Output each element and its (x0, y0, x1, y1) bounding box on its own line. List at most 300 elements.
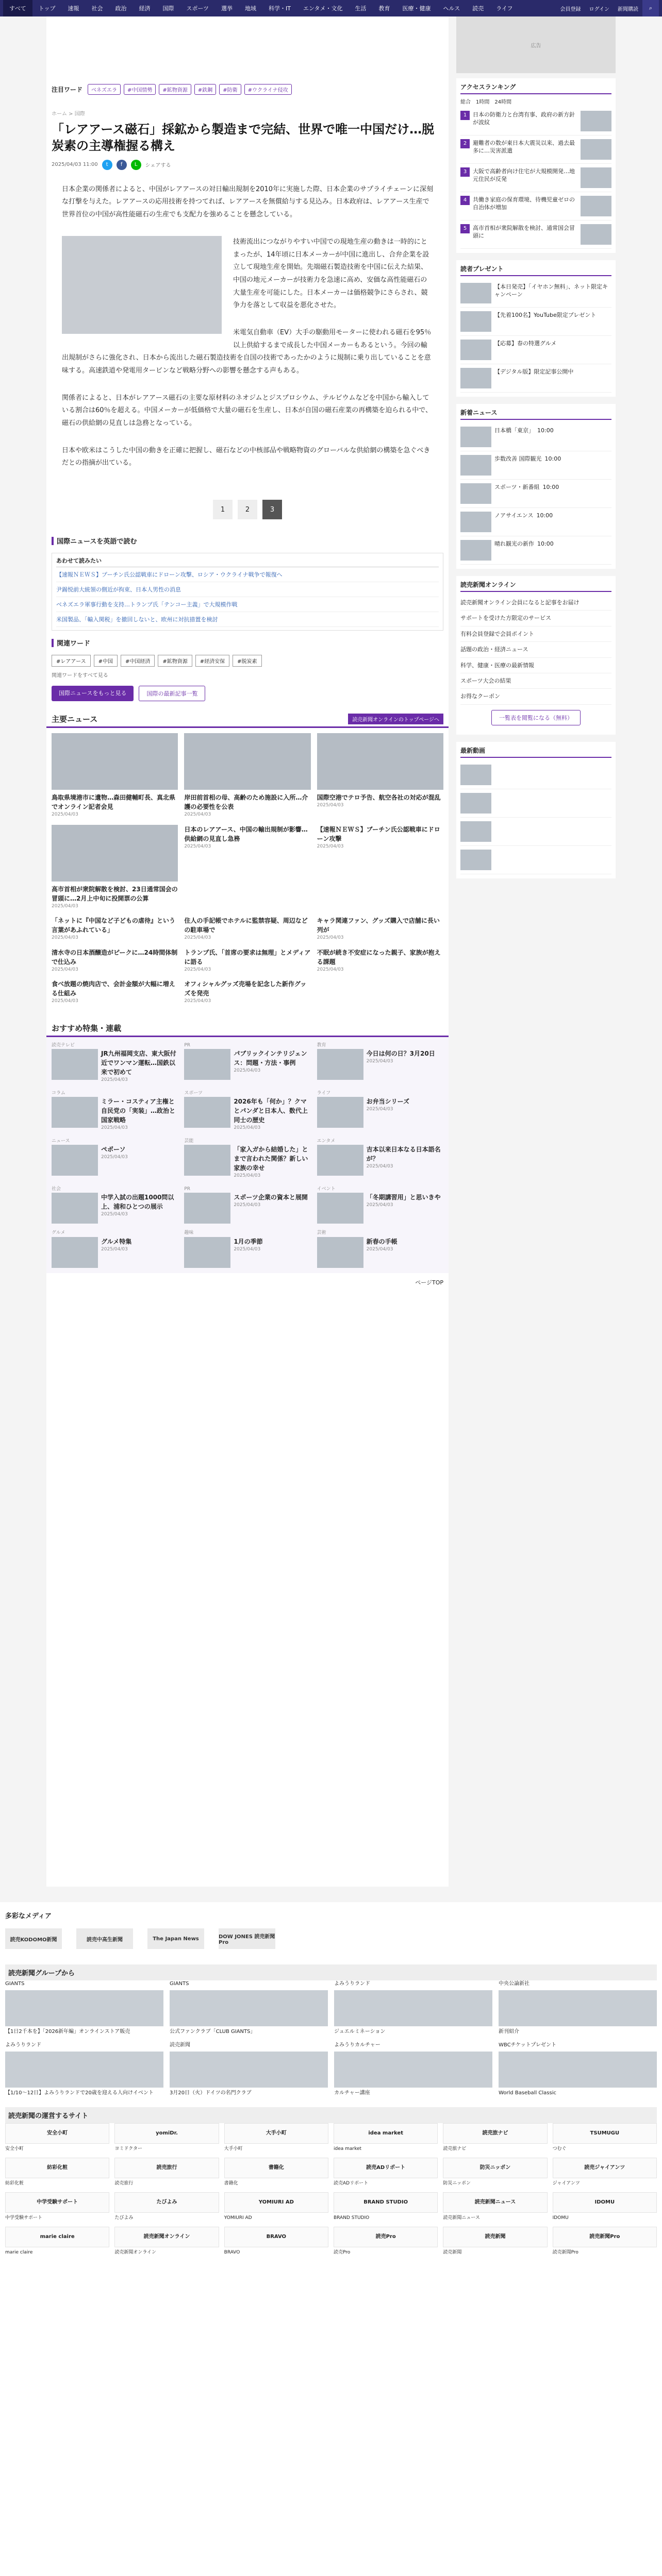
service-card[interactable] (114, 2227, 219, 2256)
group-card[interactable] (5, 2042, 163, 2097)
nav-item[interactable]: 科学・IT (269, 5, 291, 12)
news-card-title[interactable]: 国際空港でテロ予告、航空各社の対応が混乱 (317, 794, 441, 802)
prize-title[interactable]: 【デジタル版】限定記事公開中 (494, 368, 574, 375)
service-logo[interactable]: 中学受験サポート (5, 2192, 109, 2213)
service-card[interactable] (224, 2192, 328, 2222)
service-logo[interactable]: BRAVO (224, 2227, 328, 2247)
ranking-item[interactable] (460, 107, 611, 135)
member-item[interactable]: 話題の政治・経済ニュース (460, 642, 611, 657)
news-card-title[interactable]: トランプ氏、「首席の要求は無理」とメディアに語る (184, 948, 311, 965)
ranking-tab[interactable]: 総合 (460, 99, 471, 105)
news-card-title[interactable]: 食べ放題の焼肉店で、会計金額が大幅に増える仕組み (52, 980, 175, 997)
news-card-date: 2025/04/03 (317, 803, 344, 808)
news-card-title[interactable]: 岸田前首相の母、高齢のため施設に入所…介護の必要性を公表 (184, 794, 308, 811)
group-card[interactable] (499, 1980, 657, 2036)
service-logo[interactable]: 読売ADリポート (334, 2158, 438, 2178)
more-intl-news-button[interactable]: 国際ニュースをもっと見る (52, 686, 134, 701)
news-card[interactable] (52, 979, 178, 1005)
new-thumbnail (460, 512, 491, 532)
service-card[interactable] (224, 2158, 328, 2187)
feature-card[interactable] (52, 1138, 178, 1180)
service-name[interactable]: YOMIURI AD (224, 2215, 252, 2221)
footer (0, 1902, 662, 2576)
feature-card[interactable] (184, 1186, 310, 1224)
news-grid (46, 728, 449, 1010)
group-card[interactable] (334, 1980, 492, 2036)
news-card-title[interactable]: 清水寺の日本酒醸造がピークに…24時間体制で仕込み (52, 948, 178, 965)
service-name[interactable]: 安全小町 (5, 2146, 24, 2151)
service-name[interactable]: たびよみ (114, 2215, 134, 2221)
article-date: 2025/04/03 11:00 (52, 162, 98, 168)
service-name[interactable]: 紡彩化粧 (5, 2181, 24, 2187)
service-name[interactable]: ジャイアンツ (552, 2181, 580, 2187)
service-card[interactable] (5, 2192, 109, 2222)
service-card[interactable] (553, 2192, 657, 2222)
news-top-link[interactable]: 読売新聞オンラインのトップページへ (348, 714, 443, 724)
service-card[interactable] (224, 2227, 328, 2256)
service-name[interactable]: 防災ニッポン (443, 2181, 471, 2187)
group-card-header: GIANTS (170, 1981, 189, 1987)
feature-title[interactable]: スポーツ企業の資本と展開 (234, 1194, 308, 1201)
new-time: 10:00 (536, 512, 553, 519)
nav-right-item[interactable]: 会員登録 (560, 6, 581, 12)
news-card[interactable] (317, 825, 443, 910)
service-logo[interactable]: 読売新聞Pro (553, 2227, 657, 2247)
service-name[interactable]: BRAND STUDIO (333, 2215, 370, 2221)
service-logo[interactable]: TSUMUGU (553, 2123, 657, 2144)
feature-thumbnail (317, 1193, 363, 1224)
nav-item[interactable]: すべて (3, 0, 32, 16)
group-card[interactable] (5, 1980, 163, 2036)
news-card-title[interactable]: 日本のレアアース、中国の輸出規制が影響…供給網の見直し急務 (184, 825, 308, 842)
rank-number: 1 (460, 111, 470, 120)
new-title[interactable]: 晴れ観光の新作 (494, 540, 534, 547)
feature-label: 社会 (52, 1186, 61, 1192)
tag-chip[interactable]: #中国 (94, 655, 118, 667)
service-card[interactable] (334, 2227, 438, 2256)
new-title[interactable]: スポーツ・新番組 (494, 484, 540, 490)
page (0, 16, 662, 2576)
service-name[interactable]: marie claire (5, 2250, 33, 2256)
group-card-text[interactable]: 【1/10〜12日】よみうりランドで20歳を迎える人向けイベント (5, 2090, 154, 2096)
news-card-title[interactable]: 【速報ＮＥＷＳ】ブーチン氏公認戦車にドローン攻撃 (317, 825, 440, 842)
prize-title[interactable]: 【応募】春の特選グルメ (494, 340, 557, 347)
tag-chip[interactable]: #脱炭素 (233, 655, 261, 667)
member-register-button[interactable]: 一覧表を閲覧になる（無料） (491, 710, 581, 725)
feature-card[interactable] (184, 1138, 310, 1180)
nav-item[interactable]: 選挙 (221, 5, 233, 12)
new-time: 10:00 (537, 427, 554, 434)
feature-card[interactable] (52, 1230, 178, 1268)
nav-item[interactable]: ライフ (496, 5, 513, 12)
service-card[interactable] (443, 2227, 547, 2256)
feature-thumbnail (184, 1237, 230, 1268)
service-logo[interactable]: BRAND STUDIO (334, 2192, 438, 2213)
service-logo[interactable]: IDOMU (553, 2192, 657, 2213)
feature-label: コラム (52, 1090, 65, 1096)
article-paragraph: 米電気自動車（EV）大手の駆動用モーターに使われる磁石を95％以上供給するまで成長した中国メーカーもあるという。今回の輸出規制がさらに強化され、日本から流出した磁石製造技術を自国の技術であったかのように規制に乗り出していることを意味する。高速鉄道や発電用タービンなど戦略分野への影響を懸念する声もある。 (62, 328, 432, 375)
service-card[interactable] (443, 2123, 547, 2153)
media-item[interactable] (147, 1928, 204, 1949)
service-card[interactable] (443, 2192, 547, 2222)
feature-card[interactable] (184, 1042, 310, 1084)
service-name[interactable]: つむぐ (552, 2146, 567, 2151)
video-thumbnail (460, 793, 491, 814)
tag-chip[interactable]: #レアアース (52, 655, 91, 667)
news-card-title[interactable]: 不眠が続き不安症になった親子、家族が抱える課題 (317, 948, 441, 965)
new-title[interactable]: ノアサイエンス (494, 512, 534, 519)
feature-thumbnail (184, 1193, 230, 1224)
sidebar-ad[interactable]: 広告 (456, 16, 616, 73)
nav-right-item[interactable]: ログイン (589, 6, 609, 12)
video-item[interactable] (460, 846, 611, 874)
group-card-header: 読売新聞 (170, 2042, 190, 2048)
member-item[interactable]: スポーツ大会の結果 (460, 673, 611, 689)
service-card[interactable] (114, 2158, 219, 2187)
feature-label: 芸術 (317, 1230, 326, 1236)
article-paragraph: 技術流出につながりやすい中国での現地生産の動きは一時的にとまったが、14年頃に日本メーカーが中国に進出し、合弁企業を設立して現地生産を開始。先端磁石製造技術を中国に伝えた結果、中国の地元メーカーが技術力を急速に高め、安価な高性能磁石の大量生産を可能にした。日本メーカーは価格競争にさらされ、競争力を落として収益を悪化させた。 (233, 238, 429, 310)
group-card-text[interactable]: ジュエルミネーション (334, 2028, 386, 2035)
nav-item[interactable]: 生活 (355, 5, 367, 12)
nav-item[interactable]: 政治 (115, 5, 127, 12)
service-logo[interactable]: 読売ジャイアンツ (553, 2158, 657, 2178)
news-card[interactable] (52, 948, 178, 974)
prize-title[interactable]: 【本日発売】「イヤホン無料」、ネット限定キャンペーン (494, 283, 608, 298)
feature-title[interactable]: 「家入ガから結婚した」とまで言われた関係？新しい家族の幸せ (234, 1146, 308, 1172)
breadcrumb[interactable]: ホーム > 国際 (52, 111, 85, 117)
news-card-date: 2025/04/03 (52, 903, 78, 909)
nav-item[interactable]: 経済 (139, 5, 151, 12)
service-logo[interactable]: 読売新聞オンライン (114, 2227, 219, 2247)
video-thumbnail (460, 850, 491, 870)
service-name[interactable]: IDOMU (552, 2215, 569, 2221)
back-to-top[interactable]: ページTOP (415, 1279, 443, 1286)
prize-item[interactable] (460, 336, 611, 364)
feature-label: ニュース (52, 1138, 70, 1144)
service-name[interactable]: 読売ADリポート (333, 2181, 369, 2187)
service-name[interactable]: 読売新聞オンライン (114, 2250, 157, 2256)
ranking-tab[interactable]: 1時間 (476, 99, 490, 105)
news-card-date: 2025/04/03 (184, 967, 211, 972)
new-item[interactable] (460, 508, 611, 536)
service-name[interactable]: 読売Pro (333, 2250, 351, 2256)
news-card-title[interactable]: 鳥取県境港市に遺物…森田健輔町長、真北県でオンライン記者会見 (52, 794, 176, 811)
service-name[interactable]: ヨミドクター (114, 2146, 142, 2151)
news-card[interactable] (184, 916, 310, 942)
feature-title[interactable]: JR九州福岡支店、東大阪付近でワンマン運転…国鉄以来で初めて (101, 1050, 176, 1076)
feature-title[interactable]: ペポーソ (101, 1146, 126, 1154)
nav-item[interactable]: 医療・健康 (402, 5, 431, 12)
media-logo[interactable]: 読売中高生新聞 (76, 1928, 133, 1949)
line-share-icon[interactable]: L (131, 160, 141, 170)
media-logo[interactable]: The Japan News (147, 1928, 204, 1949)
article-body (52, 183, 443, 470)
service-logo[interactable]: 防災ニッポン (443, 2158, 547, 2178)
prize-thumbnail (460, 311, 491, 332)
video-item[interactable] (460, 789, 611, 818)
media-item[interactable] (219, 1928, 275, 1949)
news-card-date: 2025/04/03 (317, 843, 344, 849)
new-time: 10:00 (544, 455, 561, 462)
service-logo[interactable]: yomiDr. (114, 2123, 219, 2144)
ranking-list (460, 107, 611, 249)
news-card[interactable] (317, 916, 443, 942)
twitter-share-icon[interactable]: t (102, 160, 112, 170)
hot-word-chip[interactable]: #鉱物資源 (159, 84, 191, 95)
feature-title[interactable]: グルメ特集 (101, 1238, 132, 1245)
media-logo[interactable]: DOW JONES 読売新聞Pro (219, 1928, 275, 1949)
feature-title[interactable]: 「冬期講習用」と思いきや (366, 1194, 441, 1201)
media-logos (5, 1923, 657, 1954)
new-item[interactable] (460, 536, 611, 565)
group-card[interactable] (334, 2042, 492, 2097)
media-item[interactable] (5, 1928, 62, 1949)
service-name[interactable]: 読売旅行 (114, 2181, 134, 2187)
nav-item[interactable]: 読売 (472, 5, 484, 12)
page-link[interactable]: 3 (262, 500, 282, 519)
service-logo[interactable]: 書籍化 (224, 2158, 328, 2178)
news-card[interactable] (52, 733, 178, 819)
nav-item[interactable]: 地域 (245, 5, 257, 12)
feature-card[interactable] (317, 1138, 443, 1180)
news-card-date: 2025/04/03 (317, 935, 344, 941)
news-card[interactable] (184, 733, 310, 819)
news-card-date: 2025/04/03 (52, 935, 78, 941)
service-logo[interactable]: たびよみ (114, 2192, 219, 2213)
service-card[interactable] (114, 2123, 219, 2153)
nav-item[interactable]: 社会 (91, 5, 103, 12)
feature-card[interactable] (317, 1186, 443, 1224)
service-card[interactable] (334, 2123, 438, 2153)
service-logo[interactable]: 読売新聞ニュース (443, 2192, 547, 2213)
media-item[interactable] (76, 1928, 133, 1949)
feature-title[interactable]: ミラー・コスティア主権と自民党の「実装」…政治と国家戦略 (101, 1098, 176, 1124)
news-card[interactable] (184, 948, 310, 974)
service-name[interactable]: 中学受験サポート (5, 2215, 43, 2221)
service-logo[interactable]: idea market (334, 2123, 438, 2144)
feature-card[interactable] (317, 1090, 443, 1132)
group-card-text[interactable]: World Baseball Classic (499, 2090, 556, 2096)
article-paragraph: 日本や欧米はこうした中国の動きを正確に把握し、磁石などの中核部品や戦略物資のグローバルな供給網の構築を急ぐべきだとの指摘が出ている。 (62, 446, 431, 467)
service-card[interactable] (553, 2158, 657, 2187)
tag-chip[interactable]: #鉱物資源 (158, 655, 192, 667)
nav-item[interactable]: 国際 (162, 5, 174, 12)
service-card[interactable] (224, 2123, 328, 2153)
group-card-text[interactable]: 【1日2千本を】「2026新年編」オンラインストア販売 (5, 2028, 130, 2035)
new-title[interactable]: 歩数改善 国際観光 (494, 455, 542, 462)
feature-label: 教育 (317, 1042, 326, 1048)
feature-label: グルメ (52, 1230, 65, 1236)
hot-word-chip[interactable]: #中国情勢 (124, 84, 156, 95)
group-card[interactable] (170, 2042, 328, 2097)
feature-card[interactable] (52, 1090, 178, 1132)
related-item[interactable]: ベネズエラ軍事行動を支持…トランプ氏「テンコー主義」で大規模作戦 (56, 597, 439, 612)
ranking-item[interactable] (460, 164, 611, 192)
news-card[interactable] (184, 825, 310, 910)
media-logo[interactable]: 読売KODOMO新聞 (5, 1928, 62, 1949)
feature-card[interactable] (52, 1186, 178, 1224)
service-name[interactable]: 読売新聞Pro (552, 2250, 578, 2256)
new-item[interactable] (460, 480, 611, 508)
service-name[interactable]: 読売新聞ニュース (443, 2215, 480, 2221)
group-card-text[interactable]: カルチャー講座 (334, 2090, 370, 2096)
service-card[interactable] (553, 2123, 657, 2153)
feature-title[interactable]: 中学入試の出題1000問以上、浦和ひとつの展示 (101, 1194, 174, 1211)
service-logo[interactable]: YOMIURI AD (224, 2192, 328, 2213)
rank-title[interactable]: 大阪で高齢者向け住宅が大規模開発…地元住民が反発 (473, 168, 575, 183)
member-item[interactable]: お得なクーポン (460, 689, 611, 704)
services-grid (5, 2123, 657, 2256)
feature-title[interactable]: 今日は何の日？3月20日 (366, 1050, 435, 1058)
service-name[interactable]: BRAVO (224, 2250, 240, 2256)
feature-label: スポーツ (184, 1090, 203, 1096)
news-card-title[interactable]: 「ネットに『中国など子どもの虐待』という言葉があふれている」 (52, 917, 176, 934)
service-name[interactable]: 読売新聞 (443, 2250, 462, 2256)
member-item[interactable]: 科学、健康・医療の最新情報 (460, 658, 611, 673)
new-item[interactable] (460, 423, 611, 451)
page-link[interactable]: 1 (213, 500, 233, 519)
page-link[interactable]: 2 (238, 500, 257, 519)
member-item[interactable]: 有料会員登録で会員ポイント (460, 626, 611, 642)
news-card-title[interactable]: キャラ関連ファン、グッズ購入で店舗に長い列が (317, 917, 440, 934)
group-card-header: よみうりランド (5, 2042, 41, 2048)
ranking-tab[interactable]: 24時間 (494, 99, 512, 105)
nav-item[interactable]: 教育 (378, 5, 390, 12)
hot-word-chip[interactable]: #鉄鋼 (194, 84, 216, 95)
feature-title[interactable]: 吉本以来日本なる日本語名が？ (366, 1146, 441, 1163)
rank-title[interactable]: 高市首相が衆院解散を検討、通常国会冒頭に (473, 225, 575, 240)
nav-item[interactable]: スポーツ (186, 5, 209, 12)
tags-more-link[interactable]: 関連ワードをすべて見る (52, 673, 108, 679)
new-list (460, 423, 611, 565)
service-logo[interactable]: 安全小町 (5, 2123, 109, 2144)
hot-word-chip[interactable]: #防衛 (219, 84, 241, 95)
service-name[interactable]: idea market (333, 2146, 362, 2151)
news-card[interactable] (317, 733, 443, 819)
hot-word-chip[interactable]: #ウクライナ侵攻 (244, 84, 292, 95)
feature-card[interactable] (317, 1230, 443, 1268)
share-label[interactable]: シェアする (145, 163, 171, 169)
news-card[interactable] (52, 825, 178, 910)
service-logo[interactable]: 読売旅ナビ (443, 2123, 547, 2144)
group-card[interactable] (499, 2042, 657, 2097)
new-item[interactable] (460, 451, 611, 480)
service-card[interactable] (334, 2158, 438, 2187)
prize-item[interactable] (460, 308, 611, 336)
nav-item[interactable]: ヘルス (443, 5, 460, 12)
service-card[interactable] (334, 2192, 438, 2222)
service-logo[interactable]: 読売新聞 (443, 2227, 547, 2247)
intl-english-label[interactable]: 国際ニュースを英語で読む (57, 538, 137, 546)
service-logo[interactable]: 読売旅行 (114, 2158, 219, 2178)
service-card[interactable] (5, 2123, 109, 2153)
member-item[interactable]: 読売新聞オンライン会員になると記事をお届け (460, 595, 611, 611)
related-item[interactable]: 尹錫悦前大統領の側近が拘束、日本人男性の消息 (56, 582, 439, 597)
group-card-image (334, 2052, 492, 2088)
nav-right-item[interactable]: 新聞購読 (618, 6, 638, 12)
feature-title[interactable]: 2026年も「何か」？クマとパンダと日本人、数代上同士の歴史 (234, 1098, 308, 1124)
member-item[interactable]: サポートを受けた方限定のサービス (460, 611, 611, 626)
article-headline: 「レアアース磁石」採鉱から製造まで完結、世界で唯一中国だけ…脱炭素の主導権握る構え (52, 122, 435, 154)
service-name[interactable]: 書籍化 (224, 2181, 238, 2187)
service-card[interactable] (114, 2192, 219, 2222)
hot-word-chip[interactable]: ベネズエラ (88, 84, 121, 95)
ranking-item[interactable] (460, 135, 611, 164)
feature-label: 芸能 (184, 1138, 194, 1144)
group-card-text[interactable]: 3月20日（火）ドイツの名門クラブ (170, 2090, 252, 2096)
nav-item[interactable]: エンタメ・文化 (303, 5, 343, 12)
prize-thumbnail (460, 283, 491, 303)
intl-latest-button[interactable]: 国際の最新記事一覧 (139, 686, 205, 701)
feature-card[interactable] (184, 1230, 310, 1268)
group-card-text[interactable]: 新刊紹介 (499, 2028, 519, 2035)
prize-item[interactable] (460, 279, 611, 308)
service-name[interactable]: 読売旅ナビ (443, 2146, 467, 2151)
tags-title: 関連ワード (57, 640, 91, 648)
prize-title[interactable]: 【先着100名】YouTube限定プレゼント (494, 312, 597, 318)
news-card[interactable] (184, 979, 310, 1005)
rank-title[interactable]: 避難者の数が東日本大震災以来、過去最多に…災害派遣 (473, 140, 575, 155)
nav-item[interactable]: 速報 (68, 5, 79, 12)
group-card[interactable] (170, 1980, 328, 2036)
hot-words (46, 76, 449, 102)
news-card[interactable] (52, 916, 178, 942)
new-title[interactable]: 日本橋「東京」 (494, 427, 534, 434)
service-logo[interactable]: 紡彩化粧 (5, 2158, 109, 2178)
rank-title[interactable]: 共働き家庭の保育環境、待機児童ゼロの自治体が増加 (473, 196, 575, 211)
rank-title[interactable]: 日本の防衛力と台湾有事、政府の新方針が波紋 (473, 111, 575, 126)
service-card[interactable] (443, 2158, 547, 2187)
news-card[interactable] (317, 948, 443, 974)
feature-title[interactable]: パブリックインテリジェンス：問題・方法・事例 (234, 1050, 307, 1067)
related-item[interactable]: 【速報ＮＥＷＳ】プーチン氏公認戦車にドローン攻撃、ロシア・ウクライナ戦争で報復へ (56, 567, 439, 582)
ranking-item[interactable] (460, 192, 611, 221)
service-name[interactable]: 大手小町 (224, 2146, 243, 2151)
related-item[interactable]: 米国製品、「輸入関税」を撤回しないと、欧州に対抗措置を検討 (56, 612, 439, 627)
feature-title[interactable]: 新春の手帳 (366, 1238, 398, 1245)
service-card[interactable] (5, 2227, 109, 2256)
news-card-title[interactable]: 住人の手記帳でホテルに監禁容疑、周辺などの駐車場で (184, 917, 308, 934)
intl-english-link[interactable] (52, 533, 443, 549)
group-card-text[interactable]: 公式ファンクラブ「CLUB GIANTS」 (170, 2028, 256, 2035)
service-card[interactable] (5, 2158, 109, 2187)
prize-title: 読者プレゼント (460, 264, 611, 276)
search-icon[interactable]: ⌕ (642, 0, 659, 16)
feature-card[interactable] (52, 1042, 178, 1084)
tag-chip[interactable]: #経済安保 (195, 655, 229, 667)
prize-item[interactable] (460, 364, 611, 393)
service-logo[interactable]: 読売Pro (334, 2227, 438, 2247)
feature-title[interactable]: 1月の季節 (234, 1238, 263, 1245)
feature-card[interactable] (317, 1042, 443, 1084)
tag-chip[interactable]: #中国経済 (121, 655, 155, 667)
service-logo[interactable]: marie claire (5, 2227, 109, 2247)
features-title: おすすめ特集・連載 (52, 1023, 122, 1033)
nav-item[interactable]: トップ (38, 5, 56, 12)
news-card-title[interactable]: オフィシャルグッズ売場を記念した新作グッズを発売 (184, 980, 307, 997)
ranking-item[interactable] (460, 221, 611, 249)
rank-thumbnail (581, 111, 611, 131)
video-item[interactable] (460, 818, 611, 846)
facebook-share-icon[interactable]: f (117, 160, 127, 170)
video-item[interactable] (460, 761, 611, 789)
feature-title[interactable]: お弁当シリーズ (366, 1098, 410, 1106)
service-card[interactable] (553, 2227, 657, 2256)
group-heading (5, 1964, 657, 1980)
service-logo[interactable]: 大手小町 (224, 2123, 328, 2144)
feature-card[interactable] (184, 1090, 310, 1132)
news-card-title[interactable]: 高市首相が衆院解散を検討、23日通常国会の冒頭に…2月上中旬に投開票の公算 (52, 885, 178, 902)
